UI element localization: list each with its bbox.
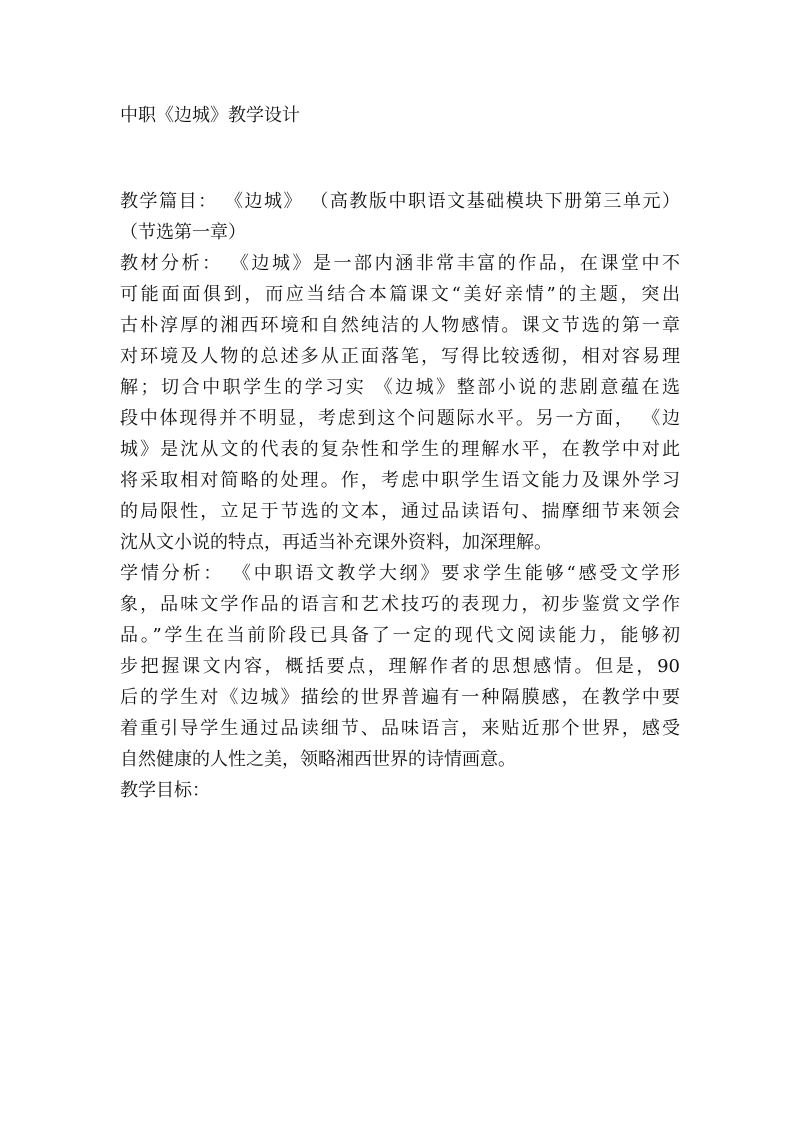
text-line: 古朴淳厚的湘西环境和自然纯洁的人物感情。课文节选的第一章 xyxy=(120,315,680,336)
section-heading: 教学目标： xyxy=(120,780,210,801)
text-line: 的局限性，立足于节选的文本，通过品读语句、揣摩细节来领会 xyxy=(120,501,680,522)
text-line: 后的学生对《边城》描绘的世界普遍有一种隔膜感，在教学中要 xyxy=(120,687,680,708)
document-body xyxy=(120,186,680,806)
text-line: 段中体现得并不明显，考虑到这个问题际水平。另一方面， 《边 xyxy=(120,408,680,429)
text-line: 教学篇目： 《边城》 （高教版中职语文基础模块下册第三单元） xyxy=(120,191,680,212)
document-title: 中职《边城》教学设计 xyxy=(120,105,300,126)
text-line: 着重引导学生通过品读细节、品味语言，来贴近那个世界，感受 xyxy=(120,718,680,739)
text-line: 沈从文小说的特点，再适当补充课外资料，加深理解。 xyxy=(120,532,552,553)
text-line: 步把握课文内容，概括要点，理解作者的思想感情。但是，90 xyxy=(120,656,680,677)
text-line: 将采取相对简略的处理。作，考虑中职学生语文能力及课外学习 xyxy=(120,470,680,491)
text-line: 学情分析： 《中职语文教学大纲》要求学生能够“感受文学形 xyxy=(120,563,680,584)
text-line: 教材分析： 《边城》是一部内涵非常丰富的作品，在课堂中不 xyxy=(120,253,680,274)
text-line: 解；切合中职学生的学习实 《边城》整部小说的悲剧意蕴在选 xyxy=(120,377,680,398)
text-line: 城》是沈从文的代表的复杂性和学生的理解水平，在教学中对此 xyxy=(120,439,680,460)
text-line: 可能面面俱到，而应当结合本篇课文“美好亲情”的主题，突出 xyxy=(120,284,680,305)
text-line: 象，品味文学作品的语言和艺术技巧的表现力，初步鉴赏文学作 xyxy=(120,594,680,615)
text-line: 品。”学生在当前阶段已具备了一定的现代文阅读能力，能够初 xyxy=(120,625,680,646)
text-line: 对环境及人物的总述多从正面落笔，写得比较透彻，相对容易理 xyxy=(120,346,680,367)
text-line: 自然健康的人性之美，领略湘西世界的诗情画意。 xyxy=(120,749,516,770)
text-line: （节选第一章） xyxy=(120,222,246,243)
